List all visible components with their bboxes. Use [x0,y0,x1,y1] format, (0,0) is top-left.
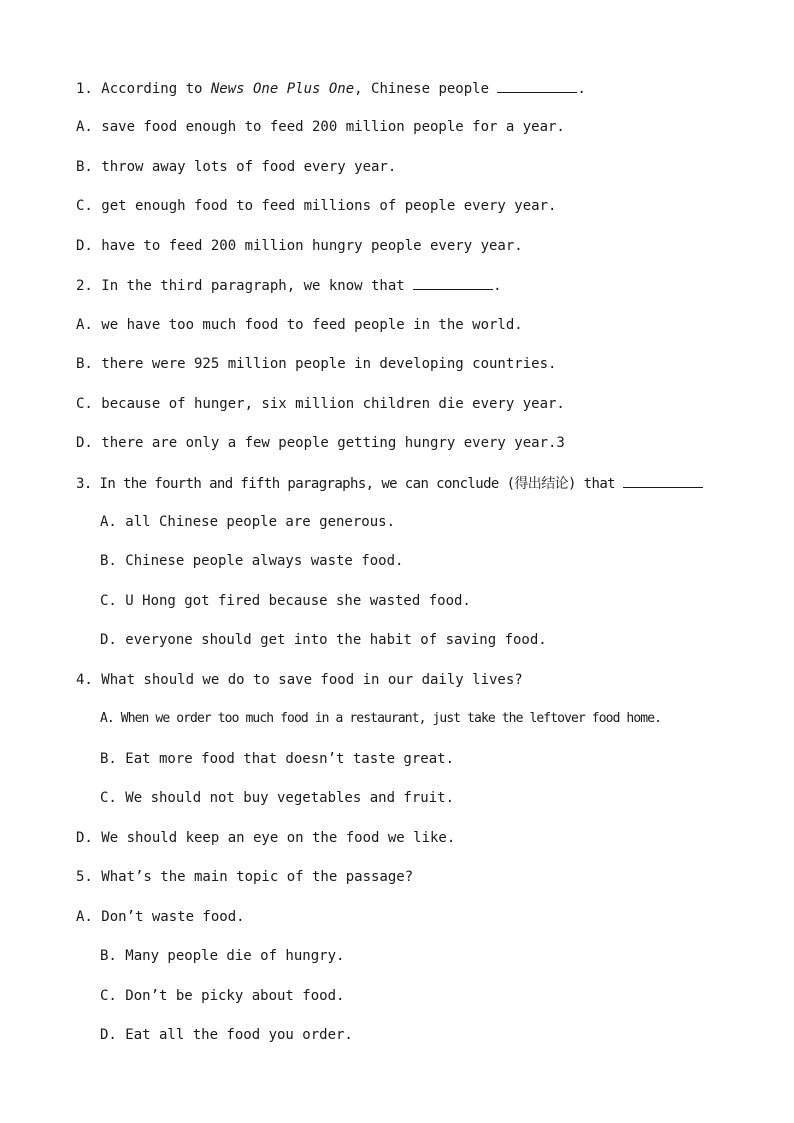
question-3-stem [76,473,703,493]
question-3-stem-prefix: 3. In the fourth and fifth paragraphs, we can conclude (得出结论) that [76,476,623,492]
question-4-option-d: D. We should keep an eye on the food we like. [76,830,456,846]
question-1-option-d: D. have to feed 200 million hungry people every year. [76,238,523,254]
question-4-stem: 4. What should we do to save food in our daily lives? [76,672,523,688]
question-4-option-b: B. Eat more food that doesn’t taste great. [100,751,455,767]
question-2-option-b: B. there were 925 million people in developing countries. [76,356,557,372]
answer-blank [623,473,703,488]
answer-blank [413,275,493,290]
question-1-stem-suffix: , Chinese people [354,81,498,97]
question-5-stem: 5. What’s the main topic of the passage? [76,869,414,885]
question-2-option-a: A. we have too much food to feed people in the world. [76,317,523,333]
question-5-option-d: D. Eat all the food you order. [100,1027,353,1043]
question-1-option-a: A. save food enough to feed 200 million people for a year. [76,119,565,135]
question-4-option-c: C. We should not buy vegetables and fruit. [100,790,455,806]
question-5-option-b: B. Many people die of hungry. [100,948,345,964]
question-5-option-a: A. Don’t waste food. [76,909,245,925]
question-1-source-title: News One Plus One [210,81,355,97]
question-2-option-d: D. there are only a few people getting hungry every year.3 [76,435,565,451]
question-2-stem-end: . [493,278,502,294]
question-1-stem-prefix: 1. According to [76,81,211,97]
question-3-option-d: D. everyone should get into the habit of saving food. [100,632,547,648]
question-1-option-c: C. get enough food to feed millions of people every year. [76,198,557,214]
question-5-option-c: C. Don’t be picky about food. [100,988,345,1004]
question-3-option-a: A. all Chinese people are generous. [100,514,396,530]
question-1-option-b: B. throw away lots of food every year. [76,159,397,175]
question-3-option-c: C. U Hong got fired because she wasted food. [100,593,471,609]
question-1-stem [76,78,586,98]
question-3-option-b: B. Chinese people always waste food. [100,553,404,569]
question-2-option-c: C. because of hunger, six million children die every year. [76,396,565,412]
question-2-stem-prefix: 2. In the third paragraph, we know that [76,278,414,294]
question-2-stem [76,275,502,295]
question-4-option-a: A. When we order too much food in a restaurant, just take the leftover food home. [100,711,662,726]
question-1-stem-end: . [577,81,586,97]
answer-blank [497,78,577,93]
